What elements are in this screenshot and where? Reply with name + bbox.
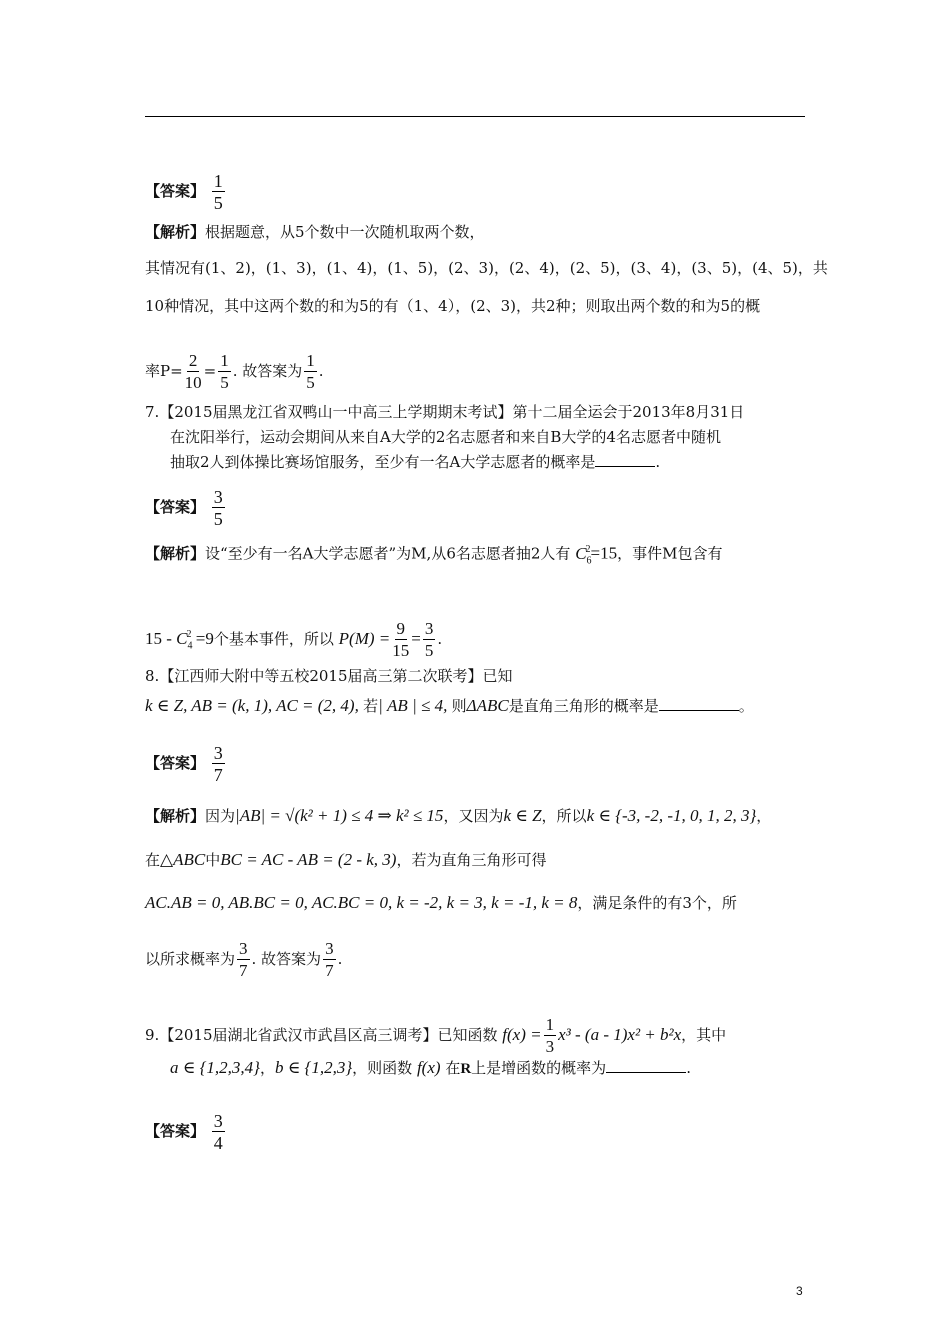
analysis-8-line1: 【解析】因为|AB| = √(k² + 1) ≤ 4 ⇒ k² ≤ 15，又因为k ∈ Z，所以k ∈ {-3, -2, -1, 0, 1, 2, 3}， xyxy=(145,806,772,825)
answer-6-fraction: $\frac{1}{5}$ xyxy=(213,171,223,213)
analysis-8-line2: 在△ABC中BC = AC - AB = (2 - k, 3)，若为直角三角形可得 xyxy=(145,850,547,869)
answer-8: 【答案】 $\frac{3}{7}$ xyxy=(145,743,223,785)
analysis-8-line3: AC.AB = 0, AB.BC = 0, AC.BC = 0, k = -2, k = 3, k = -1, k = 8，满足条件的有3个，所 xyxy=(145,893,737,912)
answer-6 xyxy=(145,172,227,212)
answer-9: 【答案】 $\frac{3}{4}$ xyxy=(145,1111,223,1153)
question-7-line2: 在沈阳举行，运动会期间从来自A大学的2名志愿者和来自B大学的4名志愿者中随机 xyxy=(170,428,721,446)
question-7-line3: 抽取2人到体操比赛场馆服务，至少有一名A大学志愿者的概率是 . xyxy=(170,453,661,471)
question-9-line1: 9.【2015届湖北省武汉市武昌区高三调考】已知函数 f(x) = $\frac{1}{3}$ x³ - (a - 1)x² + b²x，其中 xyxy=(145,1015,727,1056)
question-9-line2: a ∈ {1,2,3,4}，b ∈ {1,2,3}，则函数 f(x) 在R上是增函数的概率为 . xyxy=(170,1058,691,1077)
analysis-8-line4: 以所求概率为 $\frac{3}{7}$ . 故答案为 $\frac{3}{7}$ . xyxy=(145,939,343,980)
analysis-7-line1: 【解析】设“至少有一名A大学志愿者”为M,从6名志愿者抽2人有 $C_6^2=15$，事件M包含有 xyxy=(145,543,723,567)
question-8-line1: 8.【江西师大附中等五校2015届高三第二次联考】已知 xyxy=(145,667,513,685)
analysis-6-line3: 10种情况，其中这两个数的和为5的有（1、4），(2、3)，共2种；则取出两个数的和为5的概 xyxy=(145,297,761,315)
page-number: 3 xyxy=(796,1284,803,1298)
header-rule xyxy=(145,116,805,117)
answer-label: 【答案】 xyxy=(145,182,206,200)
analysis-6-line2: 其情况有(1、2)，(1、3)，(1、4)，(1、5)，(2、3)，(2、4)，(2、5)，(3、4)，(3、5)，(4、5)，共 xyxy=(145,259,828,277)
analysis-6-line1: 【解析】根据题意，从5个数中一次随机取两个数， xyxy=(145,223,485,241)
question-7-line1: 7.【2015届黑龙江省双鸭山一中高三上学期期末考试】第十二届全运会于2013年8月31日 xyxy=(145,403,745,421)
analysis-6-line4: 率P= $\frac{2}{10}$ = $\frac{1}{5}$ . 故答案为 $\frac{1}{5}$ . xyxy=(145,351,324,392)
analysis-7-line2: $15 - C_4^2 =9$个基本事件，所以 P(M) = $\frac{9}{15}$ = $\frac{3}{5}$ . xyxy=(145,619,443,660)
question-8-line2: k ∈ Z, AB = (k, 1), AC = (2, 4), 若| AB | ≤ 4, 则ΔABC是直角三角形的概率是 。 xyxy=(145,696,754,715)
answer-7: 【答案】 $\frac{3}{5}$ xyxy=(145,487,223,529)
